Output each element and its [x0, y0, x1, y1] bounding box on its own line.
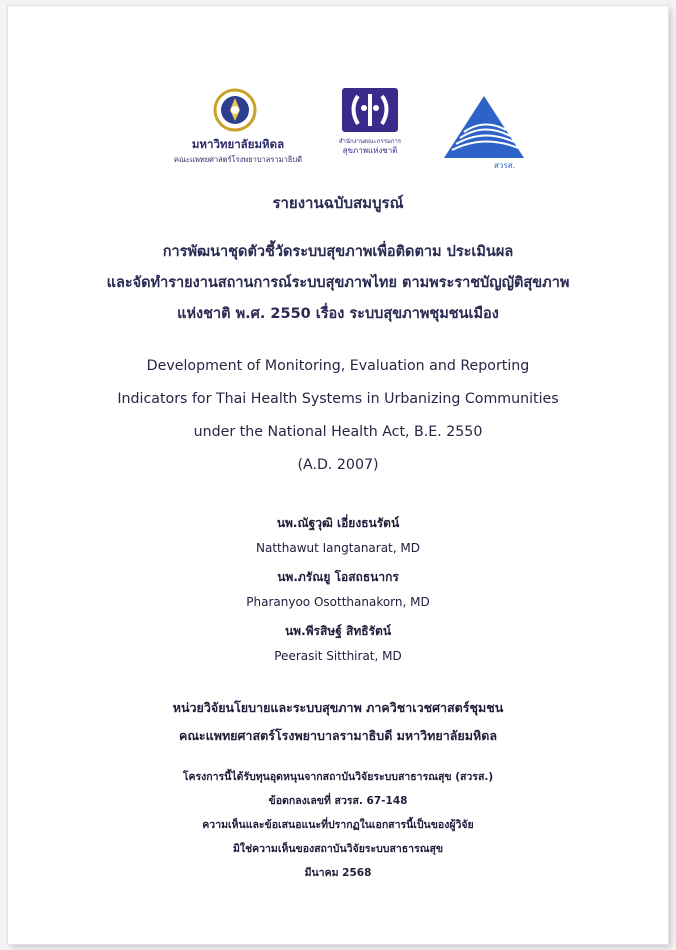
- affiliation-line-1: หน่วยวิจัยนโยบายและระบบสุขภาพ ภาควิชาเวชศาสตร์ชุมชน: [172, 700, 504, 715]
- thai-title-line-2: และจัดทำรายงานสถานการณ์ระบบสุขภาพไทย ตามพระราชบัญญัติสุขภาพ: [106, 275, 570, 291]
- author-1-thai: นพ.ณัฐวุฒิ เอี่ยงธนรัตน์: [276, 516, 400, 530]
- author-2-thai: นพ.ภรัณยู โอสถธนากร: [277, 570, 399, 584]
- nhco-line1: สำนักงานคณะกรรมการ: [338, 138, 402, 145]
- logo-bar: [8, 84, 668, 174]
- hsri-triangle-logo-icon: [438, 92, 530, 172]
- report-cover-page: [8, 6, 668, 944]
- funding-note: โครงการนี้ได้รับทุนอุดหนุนจากสถาบันวิจัยระบบสาธารณสุข (สวรส.): [182, 771, 494, 783]
- nhco-logo: [334, 84, 406, 164]
- mahidol-faculty: คณะแพทยศาสตร์โรงพยาบาลรามาธิบดี: [173, 155, 302, 164]
- english-title-line-2: Indicators for Thai Health Systems in Urbanizing Communities: [117, 391, 559, 407]
- agreement-number: ข้อตกลงเลขที่ สวรส. 67-148: [268, 795, 408, 807]
- author-3-thai: นพ.พีรสิษฐ์ สิทธิรัตน์: [284, 624, 392, 638]
- university-seal-icon: [213, 88, 257, 132]
- thai-title-line-1: การพัฒนาชุดตัวชี้วัดระบบสุขภาพเพื่อติดตาม ประเมินผล: [162, 244, 514, 260]
- affiliation-line-2: คณะแพทยศาสตร์โรงพยาบาลรามาธิบดี มหาวิทยาลัยมหิดล: [178, 728, 498, 743]
- english-title-line-3: under the National Health Act, B.E. 2550: [193, 424, 483, 440]
- thai-title-line-3: แห่งชาติ พ.ศ. 2550 เรื่อง ระบบสุขภาพชุมชนเมือง: [177, 306, 499, 322]
- english-title-line-1: Development of Monitoring, Evaluation and Reporting: [146, 358, 530, 374]
- hsri-text: สวรส.: [494, 161, 516, 170]
- hsri-logo: [438, 92, 530, 172]
- mahidol-logo: [153, 88, 323, 168]
- disclaimer-line-1: ความเห็นและข้อเสนอแนะที่ปรากฏในเอกสารนี้เป็นของผู้วิจัย: [202, 819, 474, 831]
- author-1-english: Natthawut Iangtanarat, MD: [256, 541, 420, 555]
- nhco-logo-icon: [342, 88, 398, 132]
- report-date: มีนาคม 2568: [304, 867, 372, 879]
- english-title-line-4: (A.D. 2007): [297, 457, 379, 473]
- report-type: รายงานฉบับสมบูรณ์: [272, 194, 404, 212]
- disclaimer-line-2: มิใช่ความเห็นของสถาบันวิจัยระบบสาธารณสุข: [232, 843, 444, 855]
- author-2-english: Pharanyoo Osotthanakorn, MD: [246, 595, 430, 609]
- author-3-english: Peerasit Sitthirat, MD: [274, 649, 402, 663]
- mahidol-name: มหาวิทยาลัยมหิดล: [191, 137, 285, 151]
- nhco-line2: สุขภาพแห่งชาติ: [342, 146, 398, 155]
